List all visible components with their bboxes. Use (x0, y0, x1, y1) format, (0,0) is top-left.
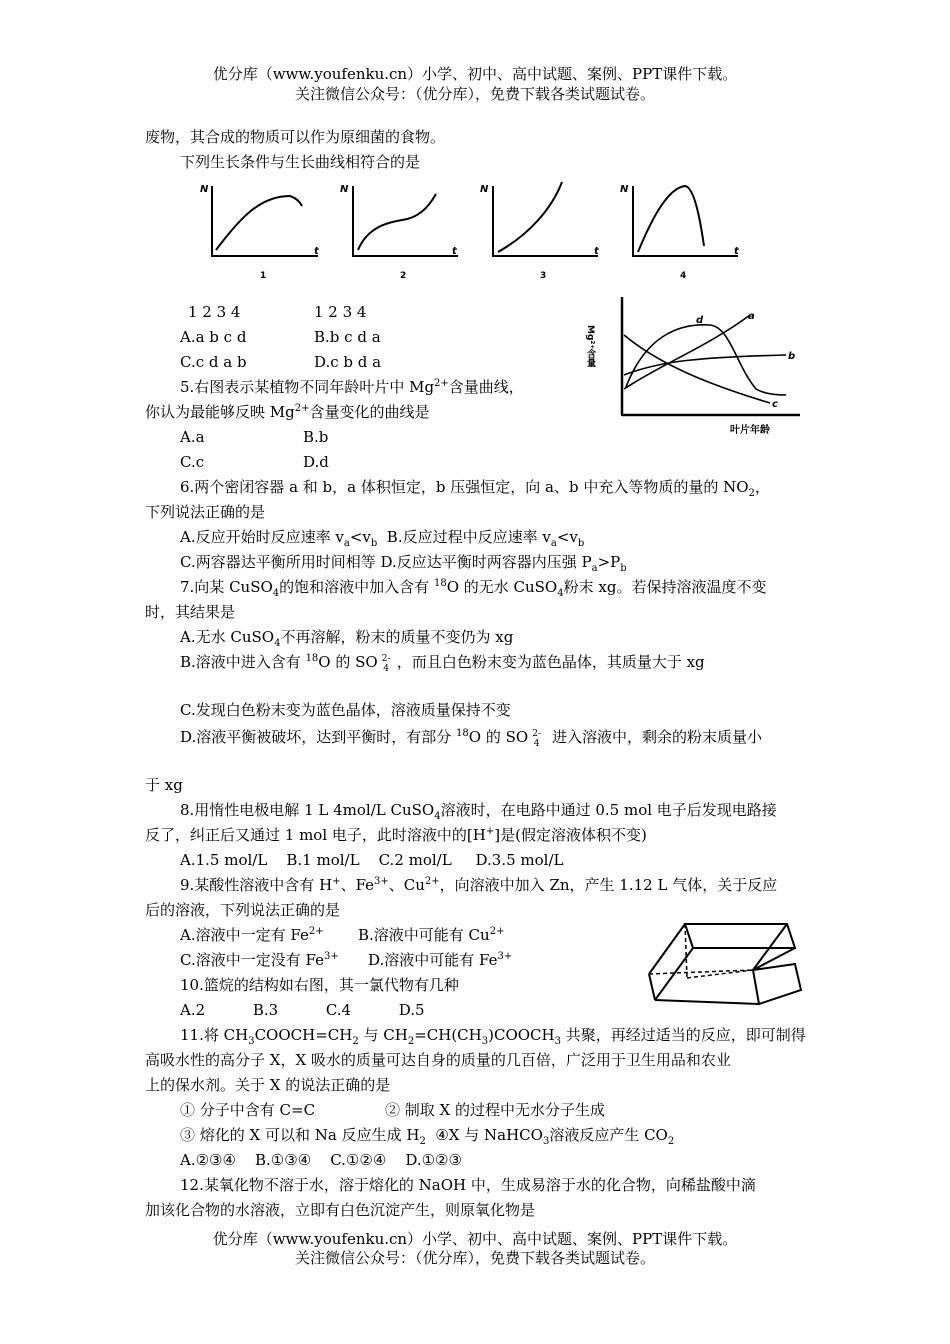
q5-option-d: D.d (303, 453, 329, 471)
curve-b (624, 355, 786, 375)
q7-option-d: D.溶液平衡被破坏，达到平衡时，有部分 $^{18}$O 的 SO 2- 4 进入溶液中，剩余的粉末质量小 (180, 728, 763, 749)
curve-c-label: c (772, 399, 778, 410)
q12-question-line2: 加该化合物的水溶液，立即有白色沉淀产生，则原氧化物是 (145, 1201, 536, 1219)
q7-question-line2: 时，其结果是 (145, 603, 236, 621)
q9-question: 9.某酸性溶液中含有 H+、$Fe^{3+}$、$Cu^{2+}$，向溶液中加入 Zn，产生 1.12 L 气体，关于反应 (180, 876, 778, 894)
graph-2-curve (358, 194, 436, 250)
q11-question-line2: 高吸水性的高分子 X，X 吸水的质量可达自身的质量的几百倍，广泛用于卫生用品和农业 (145, 1051, 731, 1069)
growth-curve-graphs (190, 178, 750, 288)
graph-1-x-label: t (314, 246, 319, 257)
q5-option-b: B.b (303, 428, 329, 446)
basketane-structure (645, 920, 805, 1015)
graph-2-y-label: N (340, 184, 349, 195)
q4-option-b: B.b c d a (314, 328, 381, 346)
curve-d-label: d (696, 315, 704, 326)
q9-option-d: D.溶液中可能有 $Fe^{3+}$ (368, 951, 513, 969)
mg-chart-ylabel: Mg²⁺含量 (585, 325, 595, 368)
q4-option-d: D.c b d a (314, 353, 382, 371)
q10-question: 10.篮烷的结构如右图，其一氯代物有几种 (180, 976, 459, 994)
curve-a-label: a (748, 311, 755, 322)
mg-content-chart (585, 295, 810, 440)
q4-option-c: C.c d a b (180, 353, 247, 371)
graph-1-y-label: N (200, 184, 209, 195)
q6-question-line2: 下列说法正确的是 (145, 503, 266, 521)
q11-statement-2: ② 制取 X 的过程中无水分子生成 (385, 1101, 605, 1119)
q9-option-b: B.溶液中可能有 $Cu^{2+}$ (358, 926, 505, 944)
graph-4-label: 4 (680, 271, 687, 281)
footer-line-2: 关注微信公众号：（优分库），免费下载各类试题试卷。 (294, 1249, 655, 1267)
q7-option-c: C.发现白色粉末变为蓝色晶体，溶液质量保持不变 (180, 701, 511, 719)
q9-option-a: A.溶液中一定有 $Fe^{2+}$ (180, 926, 324, 944)
q8-options: A.1.5 mol/L B.1 mol/L C.2 mol/L D.3.5 mol/L (180, 851, 564, 869)
graph-3-y-label: N (480, 184, 489, 195)
graph-4-x-label: t (734, 246, 739, 257)
q4-num-row-a: 1 2 3 4 (188, 303, 241, 321)
q4-num-row-b: 1 2 3 4 (314, 303, 367, 321)
q9-question-line2: 后的溶液，下列说法正确的是 (145, 901, 341, 919)
graph-4-axes (633, 186, 738, 256)
curve-d (626, 325, 786, 395)
q8-question-line2: 反了，纠正后又通过 1 mol 电子，此时溶液中的[H+]是(假定溶液体积不变) (145, 826, 647, 844)
q11-question-line3: 上的保水剂。关于 X 的说法正确的是 (145, 1076, 391, 1094)
q5-question: 5.右图表示某植物不同年龄叶片中 $Mg^{2+}$含量曲线， (180, 378, 524, 396)
q10-options: A.2 B.3 C.4 D.5 (180, 1001, 425, 1019)
q6-options-cd: C.两容器达平衡所用时间相等 D.反应达平衡时两容器内压强 $P_a>P_b$ (180, 553, 627, 574)
q5-option-c: C.c (180, 453, 205, 471)
header-line-2: 关注微信公众号：（优分库），免费下载各类试题试卷。 (294, 85, 655, 103)
graph-2-label: 2 (400, 271, 407, 281)
q11-statements-3-4: ③ 熔化的 X 可以和 Na 反应生成 $H_2$ ④X 与 NaHCO$_3$溶液反应产生 $CO_2$ (180, 1126, 675, 1147)
q6-options-ab: A.反应开始时反应速率 $v_a<v_b$ B.反应过程中反应速率 $v_a<v_b$ (180, 528, 585, 549)
graph-2-axes (353, 186, 458, 256)
graph-4-curve (638, 186, 704, 252)
graph-1-curve (216, 196, 302, 250)
q9-option-c: C.溶液中一定没有 $Fe^{3+}$ (180, 951, 339, 969)
header-line-1: 优分库（www.youfenku.cn）小学、初中、高中试题、案例、PPT课件下载。 (212, 65, 738, 83)
q11-options: A.②③④ B.①③④ C.①②④ D.①②③ (180, 1151, 462, 1169)
q11-statement-1: ① 分子中含有 C=C (180, 1101, 316, 1119)
graph-4-y-label: N (620, 184, 629, 195)
q5-question-line2: 你认为最能够反映 $Mg^{2+}$含量变化的曲线是 (145, 403, 430, 421)
q4-prompt: 下列生长条件与生长曲线相符合的是 (180, 153, 421, 171)
graph-3-label: 3 (540, 271, 547, 281)
q7-option-d-line2: 于 xg (145, 776, 183, 794)
q5-option-a: A.a (180, 428, 205, 446)
q4-continuation: 废物，其合成的物质可以作为原细菌的食物。 (145, 128, 446, 146)
curve-b-label: b (788, 351, 796, 362)
q4-option-a: A.a b c d (180, 328, 247, 346)
q11-question: 11.将 $CH_3COOCH=CH_2$ 与 $CH_2=CH(CH_3)COOCH_3$ 共聚，再经过适当的反应，即可制得 (180, 1026, 806, 1047)
q12-question: 12.某氧化物不溶于水，溶于熔化的 NaOH 中，生成易溶于水的化合物，向稀盐酸中滴 (180, 1176, 756, 1194)
graph-3-curve (498, 182, 562, 252)
mg-chart-xlabel: 叶片年龄 (730, 425, 770, 436)
curve-c (624, 335, 770, 403)
q7-question: 7.向某 CuSO$_4$的饱和溶液中加入含有 $^{18}$O 的无水 CuSO$_4$粉末 xg。若保持溶液温度不变 (180, 578, 767, 599)
q8-question: 8.用惰性电极电解 1 L 4mol/L CuSO$_4$溶液时，在电路中通过 0.5 mol 电子后发现电路接 (180, 801, 777, 822)
q7-option-b: B.溶液中进入含有 $^{18}$O 的 SO 2- 4 ，而且白色粉末变为蓝色晶体，其质量大于 xg (180, 653, 705, 674)
graph-1-axes (212, 186, 318, 256)
graph-1-label: 1 (260, 271, 267, 281)
q6-question: 6.两个密闭容器 a 和 b，a 体积恒定，b 压强恒定，向 a、b 中充入等物质的量的 $NO_2$， (180, 478, 770, 499)
graph-3-x-label: t (594, 246, 599, 257)
graph-2-x-label: t (452, 246, 457, 257)
q7-option-a: A.无水 CuSO$_4$不再溶解，粉末的质量不变仍为 xg (180, 628, 514, 649)
footer-line-1: 优分库（www.youfenku.cn）小学、初中、高中试题、案例、PPT课件下载。 (212, 1230, 738, 1248)
